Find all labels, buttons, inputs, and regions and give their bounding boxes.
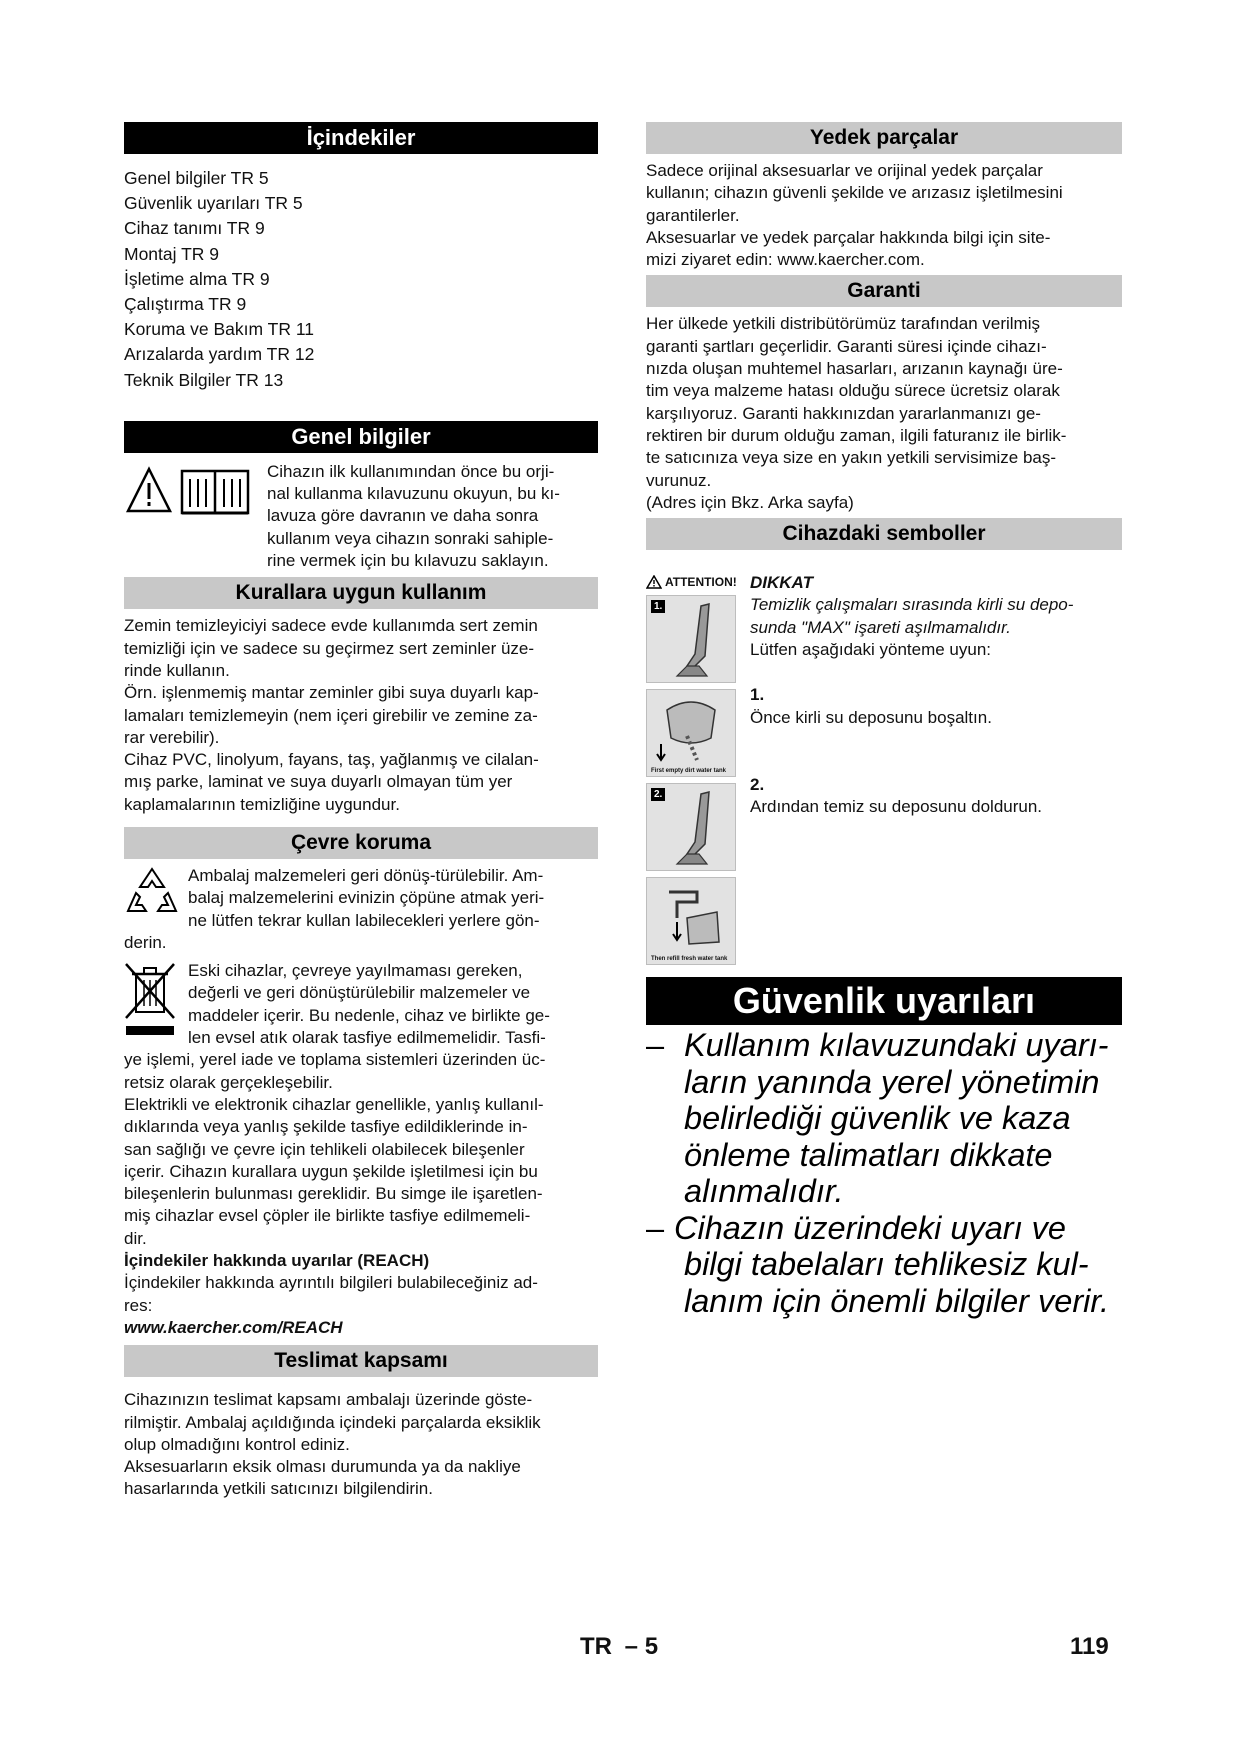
semboller-text: DIKKAT Temizlik çalışmaları sırasında kirli su depo- sunda "MAX" işareti aşılmamalıdır. Lütfen aşağıdaki yönteme uyun: 1. Önce kirli su deposunu boşaltın. 2. Ardından temiz su deposunu doldurun. xyxy=(750,572,1122,818)
empty-tank-icon xyxy=(647,690,735,764)
page-number: 119 xyxy=(1070,1633,1109,1660)
weee-block xyxy=(124,960,598,1049)
cevre-header: Çevre koruma xyxy=(124,827,598,859)
toc-item[interactable]: Genel bilgiler TR 5 xyxy=(124,168,269,188)
right-column xyxy=(646,122,1122,1319)
kurallara-text: Zemin temizleyiciyi sadece evde kullanımda sert zemin temizliği için ve sadece su geçirmez sert zeminler üze- rinde kullanın. Örn. işlenmemiş mantar zeminler gibi suya duyarlı kap- lamaları temizlemeyin (nem içeri girebilir ve zemine za- rar verebilir). Cihaz PVC, linolyum, fayans, taş, yağlanmış ve cilalan- mış parke, laminat ve suya duyarlı olmayan tüm yer kaplamalarının temizliğine uygundur. xyxy=(124,616,539,814)
garanti-header: Garanti xyxy=(646,275,1122,307)
semboller-header: Cihazdaki semboller xyxy=(646,518,1122,550)
toc-item[interactable]: Koruma ve Bakım TR 11 xyxy=(124,319,314,340)
guvenlik-header: Güvenlik uyarıları xyxy=(646,977,1122,1025)
recycle-icon xyxy=(124,865,180,919)
step1-image: 1. xyxy=(646,595,736,683)
recycle-block xyxy=(124,865,598,932)
semboller-block xyxy=(646,572,1122,965)
guvenlik-list xyxy=(646,1027,1122,1319)
warning-manual-icon xyxy=(124,461,264,521)
toc-item[interactable]: Cihaz tanımı TR 9 xyxy=(124,218,265,239)
yedek-header: Yedek parçalar xyxy=(646,122,1122,154)
genel-text: Cihazın ilk kullanımından önce bu orji- nal kullanma kılavuzunu okuyun, bu kı- lavuza göre davranın ve daha sonra kullanım veya cihazın sonraki sahiple- rine vermek için bu kılavuzu saklayın. xyxy=(267,461,560,571)
step2-refill-image: Then refill fresh water tank xyxy=(646,877,736,965)
teslimat-text: Cihazınızın teslimat kapsamı ambalajı üzerinde göste- rilmiştir. Ambalaj açıldığında içindeki parçalarda eksiklik olup olmadığını kontrol ediniz. Aksesuarların eksik olması durumunda ya da nakliye hasarlarında yetkili satıcınızı bilgilendirin. xyxy=(124,1390,541,1499)
step2-image: 2. xyxy=(646,783,736,871)
crossed-bin-icon xyxy=(124,960,176,1040)
garanti-text: Her ülkede yetkili distribütörümüz tarafından verilmiş garanti şartları geçerlidir. Garanti süresi içinde cihazı- nızda oluşan muhtemel hasarları, arızanın kaynağı üre- tim veya malzeme hatası olduğu sürece ücretsiz olarak karşılıyoruz. Garanti hakkınızdan yararlanmanızı ge- rektiren bir durum olduğu zaman, ilgili faturanız ile birlik- te satıcınıza veya size en yakın yetkili servisimize baş- vurunuz. (Adres için Bkz. Arka sayfa) xyxy=(646,314,1067,512)
toc-list xyxy=(124,166,598,393)
teslimat-header: Teslimat kapsamı xyxy=(124,1345,598,1377)
kurallara-header: Kurallara uygun kullanım xyxy=(124,577,598,609)
genel-block xyxy=(124,461,598,572)
yedek-text: Sadece orijinal aksesuarlar ve orijinal yedek parçalar kullanın; cihazın güvenli şekilde ve arızasız işletilmesini garantilerler. Aksesuarlar ve yedek parçalar hakkında bilgi için site- mizi ziyaret edin: www.kaercher.com. xyxy=(646,161,1063,270)
toc-item[interactable]: Güvenlik uyarıları TR 5 xyxy=(124,193,303,214)
reach-title: İçindekiler hakkında uyarılar (REACH) xyxy=(124,1251,430,1271)
recycle-text: Ambalaj malzemeleri geri dönüş-türülebilir. Am- balaj malzemelerini evinizin çöpüne atmak yeri- ne lütfen tekrar kullan labilecekleri yerlere gön- xyxy=(188,865,545,930)
safety-item: – Kullanım kılavuzundaki uyarı- ların yanında yerel yönetimin belirlediği güvenlik ve kaza önleme talimatları dikkate alınmalıdır. xyxy=(646,1027,1109,1210)
step1-empty-image: First empty dirt water tank xyxy=(646,689,736,777)
safety-item: – Cihazın üzerindeki uyarı ve bilgi tabelaları tehlikesiz kul- lanım için önemli bilgiler verir. xyxy=(646,1209,1110,1319)
warning-triangle-icon xyxy=(646,575,662,589)
weee-icon-box xyxy=(124,960,188,1049)
reach-link[interactable]: www.kaercher.com/REACH xyxy=(124,1317,343,1337)
dikkat-label: DIKKAT xyxy=(750,573,813,593)
weee-text: Eski cihazlar, çevreye yayılmaması gereken, değerli ve geri dönüştürülebilir malzemeler ve maddeler içerir. Bu nedenle, cihaz ve birlikte ge- len evsel atık olarak tasfiye edilmemelidir. Tasfi- xyxy=(188,961,550,1048)
left-column: İçindekiler Genel bilgiler TR 5 Güvenlik uyarıları TR 5 Cihaz tanımı TR 9 Montaj TR 9 İşletime alma TR 9 Çalıştırma TR 9 Koruma ve Bakım TR 11 Arızalarda yardım TR 12 Teknik Bilgiler TR 13 Genel bilgiler Cihazın ilk kullanımından önce bu orji- nal kullanma kılavuzunu okuyun, bu kı- lavuza göre davranın ve daha sonra kullanım veya cihazın sonraki sahiple- rine vermek için bu kılavuzu saklayın. Kurallara uygun kullanım Zemin temizleyiciyi sadece evde kullanımda sert zemin temizliği için ve sadece su geçirmez sert zeminler üze- rinde kullanın. Örn. işlenmemiş mantar zeminler gibi suya duyarlı kap- lamaları temizlemeyin (nem içeri girebilir ve zemine za- rar verebilir). Cihaz PVC, linolyum, fayans, taş, yağlanmış ve cilalan- mış parke, laminat ve suya duyarlı olmayan tüm yer kaplamalarının temizliğine uygundur. Çevre koruma Ambalaj malzemeleri geri dönüş-türülebilir. Am- balaj malzemelerini evinizin çöpüne atmak yeri- ne lütfen tekrar kullan labilecekleri yerlere gön- derin. Eski cihazlar, çevreye yayılmaması gereken, değerli ve geri dönüştürülebilir malzemeler ve maddeler içerir. Bu nedenle, cihaz ve birlikte ge- len evsel atık olarak tasfiye edilmemelidir. Tasfi- ye işlemi, yerel iade ve toplama sistemleri üzerinden üc- retsiz olarak gerçekleşebilir. Elektrikli ve elektronik cihazlar genellikle, yanlış kullanıl- dıklarında veya yanlış şekilde tasfiye edildiklerinde in- san sağlığı ve çevre için tehlikeli olabilecek bileşenler içerir. Cihazın kurallara uygun şekilde işletilmesi için bu bileşenlerin bulunması gereklidir. Bu simge ile işaretlen- miş cihazlar evsel çöpler ile birlikte tasfiye edilmemeli- dir. İçindekiler hakkında uyarılar (REACH) İçindekiler hakkında ayrıntılı bilgileri bulabileceğiniz ad- res: www.kaercher.com/REACH Teslimat kapsamı Cihazınızın teslimat kapsamı ambalajı üzerinde göste- rilmiştir. Ambalaj açıldığında içindeki parçalarda eksiklik olup olmadığını kontrol ediniz. Aksesuarların eksik olması durumunda ya da nakliye hasarlarında yetkili satıcınızı bilgilendirin. xyxy=(124,122,598,1501)
toc-item[interactable]: İşletime alma TR 9 xyxy=(124,268,270,289)
toc-item[interactable]: Teknik Bilgiler TR 13 xyxy=(124,369,284,390)
attention-label-row: ATTENTION! xyxy=(646,572,750,592)
toc-item[interactable]: Montaj TR 9 xyxy=(124,243,219,264)
refill-tank-icon xyxy=(647,878,735,952)
genel-icons xyxy=(124,461,267,572)
genel-header: Genel bilgiler xyxy=(124,421,598,453)
toc-item[interactable]: Arızalarda yardım TR 12 xyxy=(124,344,315,365)
semboller-images xyxy=(646,572,750,965)
toc-header: İçindekiler xyxy=(124,122,598,154)
recycle-icon-box xyxy=(124,865,188,932)
toc-item[interactable]: Çalıştırma TR 9 xyxy=(124,294,247,315)
footer-lang: TR – 5 xyxy=(580,1633,659,1660)
